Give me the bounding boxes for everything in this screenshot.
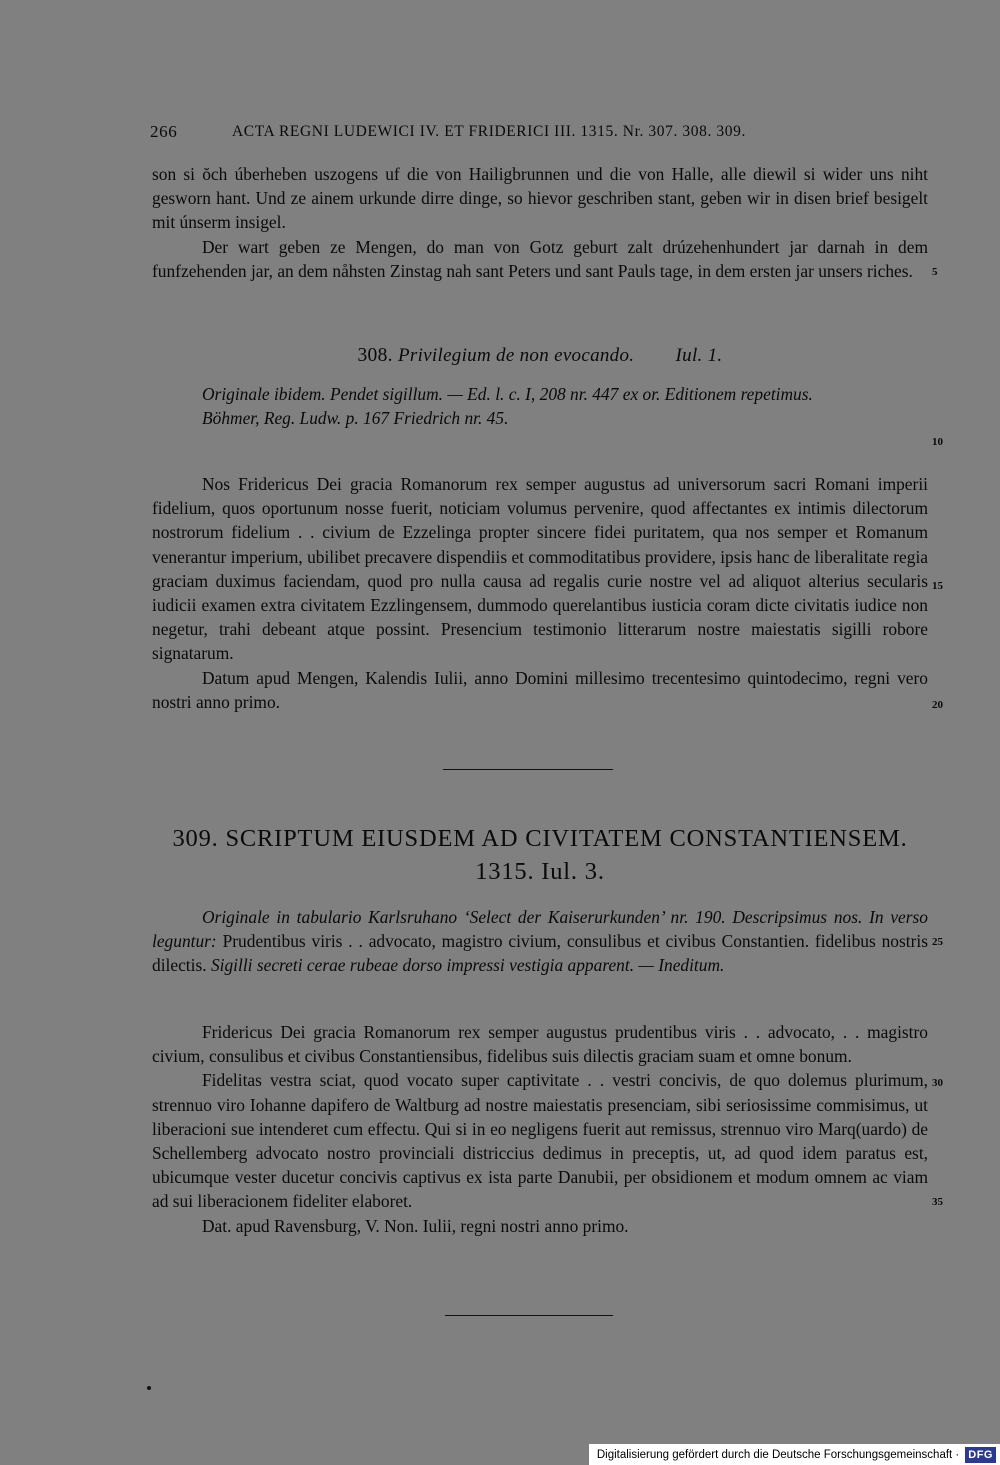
- doc-308-source-note: Originale ibidem. Pendet sigillum. — Ed. l. c. I, 208 nr. 447 ex or. Editionem repetimus.: [202, 384, 813, 404]
- doc-309-date: 1315. Iul. 3.: [475, 858, 605, 885]
- doc-308-dating-paragraph: Datum apud Mengen, Kalendis Iulii, anno Domini millesimo trecentesimo quintodecimo, regni vero nostri anno primo.: [152, 667, 928, 712]
- running-title: ACTA REGNI LUDEWICI IV. ET FRIDERICI III. 1315. Nr. 307. 308. 309.: [232, 123, 746, 140]
- doc-308-title: Privilegium de non evocando.: [398, 345, 635, 366]
- doc-309-heading: [152, 822, 928, 888]
- doc-308-date: Iul. 1.: [675, 345, 723, 366]
- section-divider: [443, 769, 613, 770]
- line-number: 35: [932, 1196, 943, 1208]
- doc-309-dating-paragraph: Dat. apud Ravensburg, V. Non. Iulii, regni nostri anno primo.: [202, 1215, 629, 1236]
- line-number: 20: [932, 699, 943, 711]
- doc-308-body-paragraph: Nos Fridericus Dei gracia Romanorum rex semper augustus ad universorum sacri Romani imperii fidelium, quos oportunum nosse fuerit, noticiam volumus pervenire, quod affectantes ex intimis dilectorum nostrorum fidelium . . civium de Ezzelinga propter sincere fidei puritatem, qua nos semper et Romanum venerantur imperium, ubilibet precavere dispendiis et commoditatibus providere, ipsis hanc de liberalitate regia graciam duximus faciendam, quod pro nulla causa ad regalis curie nostre vel ad aliquot alterius secularis iudicii examen extra civitatem Ezzlingensem, dummodo querelantibus iusticia coram dicte civitatis iudice non negetur, trahi debeant atque possint. Presencium testimonio litterarum nostre maiestatis sigilli robore signatarum.: [152, 474, 928, 664]
- doc-309-source-note: [152, 905, 928, 978]
- stray-dot: [147, 1386, 151, 1390]
- page-number: 266: [150, 122, 178, 141]
- dfg-logo: DFG: [965, 1447, 996, 1463]
- doc-307-text: [152, 162, 928, 283]
- line-number: 5: [932, 266, 938, 278]
- doc-307-paragraph: son si ŏch úberheben uszogens uf die von Hailigbrunnen und die von Halle, alle diewil si wider uns niht gesworn hant. Und ze ainem urkunde dirre dinge, so hievor geschriben stant, geben wir in disen brief besigelt mit únserm insigel.: [152, 164, 928, 233]
- doc-309-source-a: Originale in tabulario Karlsruhano ‘Select der Kaiserurkunden’ nr. 190. Descripsimus nos. In verso leguntur:: [152, 907, 928, 952]
- doc-309-source-c: Sigilli secreti cerae rubeae dorso impressi vestigia apparent. — Ineditum.: [210, 955, 725, 976]
- doc-308-text: [152, 472, 928, 714]
- line-number: 25: [932, 936, 943, 948]
- end-divider: [445, 1315, 613, 1316]
- doc-307-dating-paragraph: Der wart geben ze Mengen, do man von Gotz geburt zalt drúzehenhundert jar darnah in dem funfzehenden jar, an dem nåhsten Zinstag nah sant Peters und sant Pauls tage, in dem ersten jar unsers riches.: [152, 236, 928, 281]
- line-number: 30: [932, 1077, 943, 1089]
- line-number: 10: [932, 436, 943, 448]
- doc-309-apparatus: [152, 905, 928, 978]
- doc-308-apparatus: [152, 382, 928, 430]
- doc-309-text: [152, 1020, 928, 1238]
- doc-309-body-paragraph: Fidelitas vestra sciat, quod vocato super captivitate . . vestri concivis, de quo dolemus plurimum, strennuo viro Iohanne dapifero de Waltburg ad nostre maiestatis presenciam, sibi seriosissime commisimus, ut liberacioni sue intenderet cum effectu. Qui si in eo negligens fuerit aut remissus, strennuo viro Marq(uardo) de Schellemberg advocato nostro provinciali districcius dedimus in preceptis, ut, ad quod idem paratus est, ubicumque vester ducetur concivis captivus ex ista parte Danubii, per obsidionem et modum omnem ac viam ad sui liberacionem fideliter elaboret.: [152, 1070, 928, 1212]
- funding-text: Digitalisierung gefördert durch die Deutsche Forschungsgemeinschaft ·: [596, 1448, 960, 1461]
- doc-309-title: 309. SCRIPTUM EIUSDEM AD CIVITATEM CONSTANTIENSEM.: [172, 825, 908, 852]
- doc-309-source-b: Prudentibus viris . . advocato, magistro civium, consulibus et civibus Constantien. fidelibus nostris dilectis.: [152, 931, 928, 976]
- doc-308-heading: [152, 345, 928, 367]
- line-number: 15: [932, 580, 943, 592]
- doc-308-regest-note: Böhmer, Reg. Ludw. p. 167 Friedrich nr. 45.: [202, 408, 509, 429]
- doc-308-number: 308.: [357, 345, 393, 366]
- doc-309-intitulatio: Fridericus Dei gracia Romanorum rex semper augustus prudentibus viris . . advocato, . . magistro civium, consulibus et civibus Constantiensibus, fidelibus suis dilectis graciam suam et omne bonum.: [152, 1022, 928, 1067]
- dfg-funding-banner: [589, 1444, 1000, 1465]
